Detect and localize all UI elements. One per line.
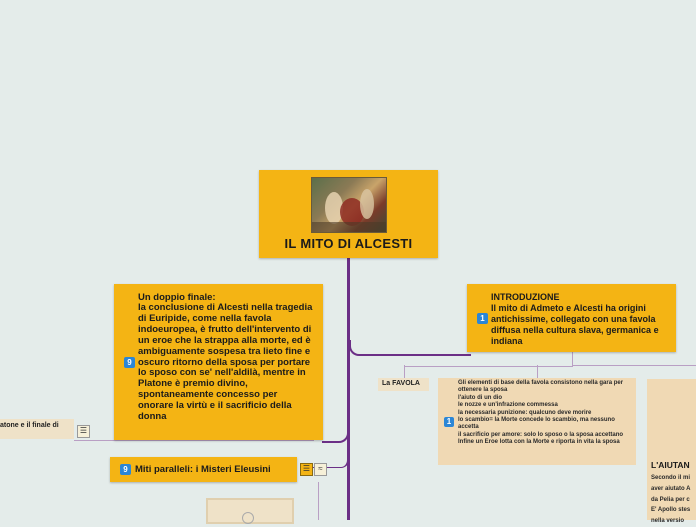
aiutante-text <box>651 473 690 527</box>
intro-text: Il mito di Admeto e Alcesti ha origini antichissime, collegato con una favola diffusa nella cultura slava, germanica e indiana <box>491 303 659 346</box>
intro-node[interactable] <box>467 284 676 352</box>
intro-sub-connector <box>404 352 573 367</box>
favola-detail-connector <box>537 365 538 379</box>
doppio-heading: Un doppio finale: <box>138 292 216 303</box>
priority-nine-icon: 9 <box>120 464 131 475</box>
aiutante-line: nella versio <box>651 518 685 525</box>
favola-label: La FAVOLA <box>382 380 420 387</box>
aiutante-heading: L'AIUTAN <box>651 460 690 470</box>
miti-label: Miti paralleli: i Misteri Eleusini <box>135 464 271 475</box>
aiutante-line: da Pelia per c <box>651 496 690 503</box>
notes-icon[interactable]: ☰ <box>77 425 90 438</box>
favola-node[interactable] <box>378 378 429 391</box>
painting-image <box>311 177 387 233</box>
notes-icon[interactable]: ☰ <box>300 463 313 476</box>
central-topic[interactable] <box>259 170 438 258</box>
central-title: IL MITO DI ALCESTI <box>284 236 413 251</box>
aiutante-line: E' Apollo stes <box>651 507 691 514</box>
aiutante-node[interactable] <box>647 379 696 525</box>
left-cut-node[interactable] <box>0 419 74 439</box>
favola-line: le nozze e un'infrazione commessa <box>458 402 558 409</box>
favola-line: Gli elementi di base della favola consistono nella gara per ottenere la sposa <box>458 380 624 394</box>
priority-one-icon: 1 <box>477 313 488 324</box>
favola-line: la necessaria punizione: qualcuno deve morire <box>458 409 592 416</box>
favola-line: lo scambio= la Morte concede lo scambio, ma nessuno accetta <box>458 417 615 431</box>
main-trunk-connector <box>347 258 350 520</box>
favola-line: il sacrificio per amore: solo lo sposo o la sposa accettano <box>458 431 624 438</box>
lower-sub-connector <box>318 482 319 520</box>
doppio-finale-node[interactable] <box>114 284 323 440</box>
favola-line: Infine un Eroe lotta con la Morte e riporta in vita la sposa <box>458 439 620 446</box>
left-cut-connector <box>74 440 314 441</box>
left-cut-label: atone e il finale di <box>0 422 59 429</box>
doppio-connector <box>322 405 349 443</box>
priority-one-icon: 1 <box>444 417 454 427</box>
lower-image-node[interactable] <box>206 498 294 524</box>
favola-detail-node[interactable] <box>438 378 636 465</box>
favola-detail-text <box>458 380 632 447</box>
favola-sub-connector <box>404 365 405 379</box>
link-icon[interactable]: ≈ <box>314 463 327 476</box>
miti-paralleli-node[interactable] <box>110 457 297 482</box>
aiutante-line: aver aiutato A <box>651 485 691 492</box>
priority-nine-icon: 9 <box>124 357 135 368</box>
lower-image-icon <box>242 512 254 524</box>
doppio-text: la conclusione di Alcesti nella tragedia di Euripide, come nella favola indoeuropea, è frutto dell'intervento di un eroe che la strappa alla morte, ed è ambiguamente sospesa tra lieto fine e oscuro ritorno della sposa per portare lo sposo con se' nell'aldilà, mentre in Platone è premio divino, spontaneamente concesso per onorare la virtù e il sacrificio della donna <box>138 302 313 423</box>
favola-line: l'aiuto di un dio <box>458 394 503 401</box>
aiutante-line: Secondo il mi <box>651 475 691 481</box>
intro-heading: INTRODUZIONE <box>491 292 560 302</box>
